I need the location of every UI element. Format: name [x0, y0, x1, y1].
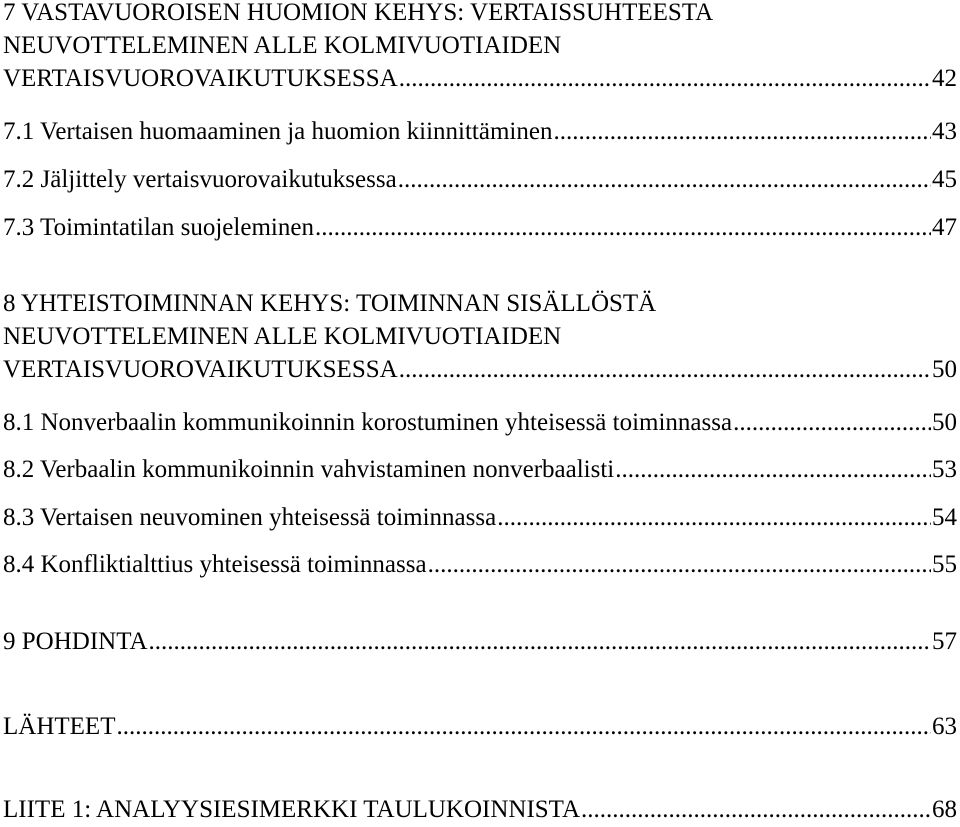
toc-entry-appendix-1[interactable] [3, 793, 957, 827]
toc-entry-title: 8.3 Vertaisen neuvominen yhteisessä toiminnassa [3, 504, 497, 531]
toc-entry-chapter-9[interactable] [3, 625, 957, 659]
dot-leader [553, 115, 931, 149]
chapter-8-heading-line-3: VERTAISVUOROVAIKUTUKSESSA [3, 356, 398, 383]
page-number: 50 [932, 356, 957, 383]
dot-leader [315, 211, 931, 245]
dot-leader [428, 548, 931, 582]
chapter-7-heading-line-1: 7 VASTAVUOROISEN HUOMION KEHYS: VERTAISSUHTEESTA [3, 0, 714, 26]
chapter-8-heading-line-2: NEUVOTTELEMINEN ALLE KOLMIVUOTIAIDEN [3, 323, 562, 350]
toc-entry-8-4[interactable] [3, 548, 957, 582]
page-number: 43 [932, 118, 957, 145]
page-number: 45 [932, 166, 957, 193]
dot-leader [615, 453, 931, 487]
toc-entry-7-1[interactable] [3, 115, 957, 149]
toc-entry-title: 8.2 Verbaalin kommunikoinnin vahvistaminen nonverbaalisti [3, 456, 615, 483]
toc-entry-title: 8.4 Konfliktialttius yhteisessä toiminnassa [3, 551, 427, 578]
dot-leader [149, 625, 931, 659]
page-number: 50 [932, 409, 957, 436]
toc-entry-title: 8.1 Nonverbaalin kommunikoinnin korostuminen yhteisessä toiminnassa [3, 409, 733, 436]
page-number: 55 [932, 551, 957, 578]
toc-entry-title: 7.3 Toimintatilan suojeleminen [3, 214, 314, 241]
page-number: 53 [932, 456, 957, 483]
toc-entry-chapter-8[interactable] [3, 353, 957, 387]
toc-entry-8-3[interactable] [3, 501, 957, 535]
toc-entry-7-2[interactable] [3, 163, 957, 197]
page-number: 63 [932, 713, 957, 740]
dot-leader [399, 62, 931, 96]
page-number: 54 [932, 504, 957, 531]
dot-leader [733, 406, 931, 440]
page-number: 47 [932, 214, 957, 241]
chapter-7-heading-line-3: VERTAISVUOROVAIKUTUKSESSA [3, 65, 398, 92]
toc-entry-7-3[interactable] [3, 211, 957, 245]
toc-entry-chapter-7[interactable] [3, 62, 957, 96]
toc-entry-8-2[interactable] [3, 453, 957, 487]
page-number: 42 [932, 65, 957, 92]
page-number: 57 [932, 628, 957, 655]
toc-entry-8-1[interactable] [3, 406, 957, 440]
dot-leader [398, 163, 931, 197]
chapter-7-heading-line-2: NEUVOTTELEMINEN ALLE KOLMIVUOTIAIDEN [3, 32, 562, 59]
dot-leader [497, 501, 931, 535]
dot-leader [581, 793, 931, 827]
dot-leader [399, 353, 931, 387]
toc-entry-references[interactable] [3, 710, 957, 744]
toc-entry-title: 7.2 Jäljittely vertaisvuorovaikutuksessa [3, 166, 397, 193]
toc-entry-title: 7.1 Vertaisen huomaaminen ja huomion kiinnittäminen [3, 118, 553, 145]
chapter-8-heading-line-1: 8 YHTEISTOIMINNAN KEHYS: TOIMINNAN SISÄLLÖSTÄ [3, 290, 657, 317]
toc-entry-title: LÄHTEET [3, 713, 116, 740]
page-number: 68 [932, 796, 957, 823]
toc-entry-title: LIITE 1: ANALYYSIESIMERKKI TAULUKOINNISTA [3, 796, 581, 823]
toc-entry-title: 9 POHDINTA [3, 628, 148, 655]
dot-leader [116, 710, 931, 744]
